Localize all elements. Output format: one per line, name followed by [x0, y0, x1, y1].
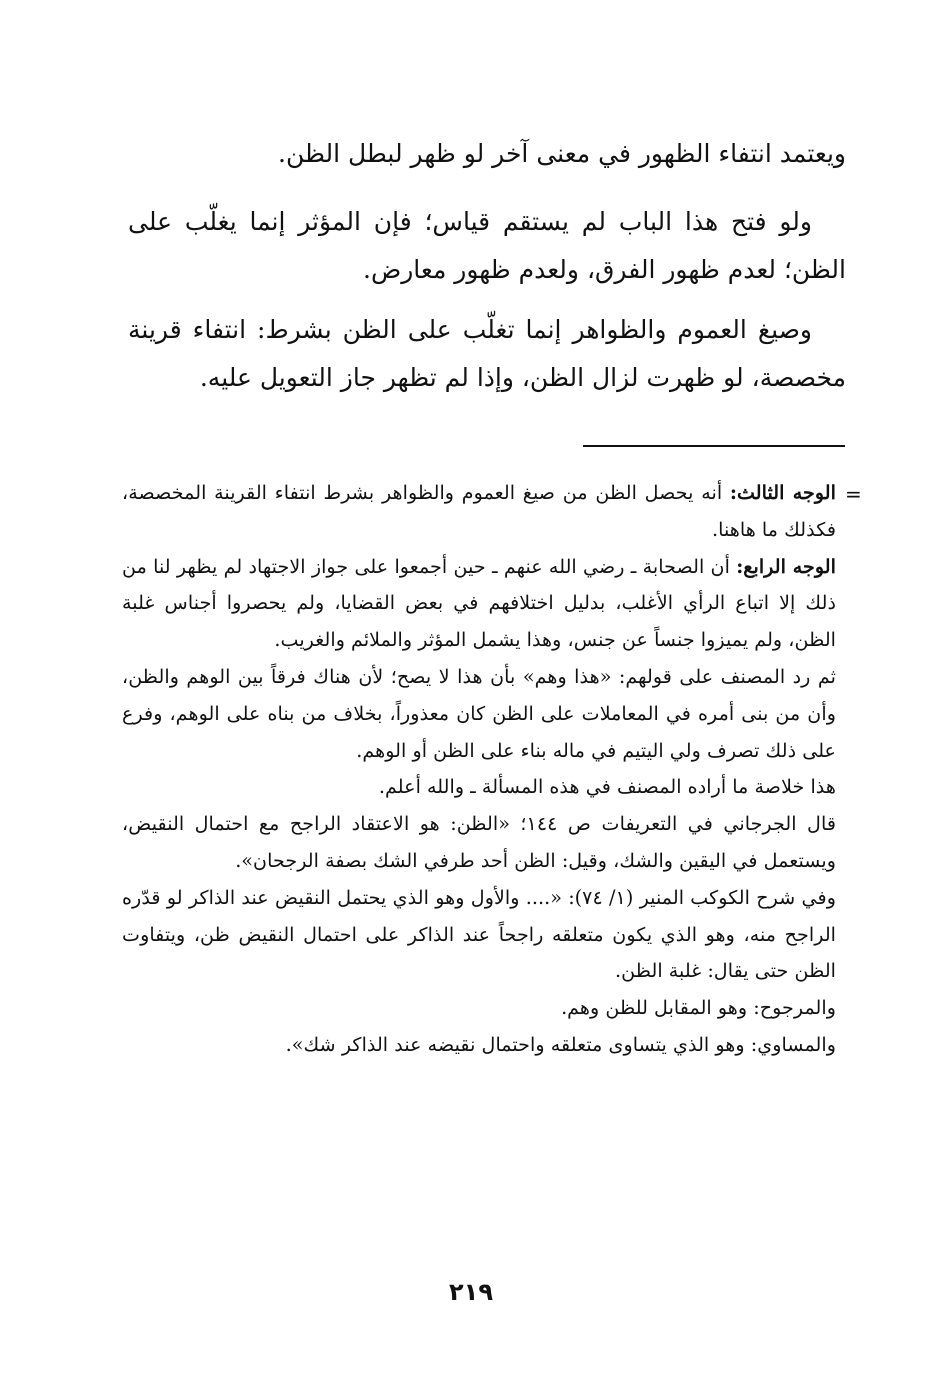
footnote-wajh-4-lead: الوجه الرابع:: [736, 554, 836, 578]
footnote-wajh-3-lead: الوجه الثالث:: [729, 481, 836, 504]
main-paragraph-3-text: وصيغ العموم والظواهر إنما تغلّب على الظن بشرط: انتفاء قرينة مخصصة، لو ظهرت لزال الظن، وإذا لم تظهر جاز التعويل عليه.: [128, 315, 846, 392]
footnote-marjuh: والمرجوح: وهو المقابل للظن وهم.: [561, 996, 836, 1020]
main-paragraph-1-text: ويعتمد انتفاء الظهور في معنى آخر لو ظهر لبطل الظن.: [278, 139, 846, 168]
footnote-radd: ثم رد المصنف على قولهم: «هذا وهم» بأن هذا لا يصح؛ لأن هناك فرقاً بين الوهم والظن، وأن من بنى أمره في المعاملات على الظن كان معذوراً، بخلاف من بناه على الوهم، وفرع على ذلك تصرف ولي اليتيم في ماله بناء على الظن أو الوهم.: [122, 664, 836, 762]
footnote-wajh-4-text: أن الصحابة ـ رضي الله عنهم ـ حين أجمعوا على جواز الاجتهاد لم يظهر لنا من ذلك إلا اتباع الرأي الأغلب، بدليل اختلافهم في بعض القضايا، ولم يحصروا أجناس غلبة الظن، ولم يميزوا جنساً عن جنس، وهذا يشمل المؤثر والملائم والغريب.: [122, 554, 836, 652]
footnote-jurjani: قال الجرجاني في التعريفات ص ١٤٤؛ «الظن: هو الاعتقاد الراجح مع احتمال النقيض، ويستعمل في اليقين والشك، وقيل: الظن أحد طرفي الشك بصفة الرجحان».: [122, 812, 836, 872]
footnote-separator: [583, 445, 845, 447]
footnote-khulasa: هذا خلاصة ما أراده المصنف في هذه المسألة ـ والله أعلم.: [378, 775, 836, 799]
footnote-wajh-3: [122, 475, 836, 549]
main-paragraph-2-text: ولو فتح هذا الباب لم يستقم قياس؛ فإن المؤثر إنما يغلّب على الظن؛ لعدم ظهور الفرق، ولعدم ظهور معارض.: [128, 207, 846, 284]
main-paragraph-1: [128, 130, 846, 178]
footnote-continuation-mark: =: [845, 482, 862, 506]
footnote-kawkab: وفي شرح الكوكب المنير (١/ ٧٤): «.... والأول وهو الذي يحتمل النقيض عند الذاكر لو قدّره الراجح منه، وهو الذي يكون متعلقه راجحاً عند الذاكر على احتمال النقيض ظن، ويتفاوت الظن حتى يقال: غلبة الظن.: [122, 885, 836, 983]
page-number: ٢١٩: [449, 1278, 493, 1306]
footnote-wajh-3-text: أنه يحصل الظن من صيغ العموم والظواهر بشرط انتفاء القرينة المخصصة، فكذلك ما هاهنا.: [122, 481, 836, 541]
main-paragraph-3: [128, 306, 846, 402]
main-paragraph-2: [128, 198, 846, 294]
footnotes-section: [122, 475, 836, 1064]
footnote-wajh-4: [122, 549, 836, 659]
footnote-musawi: والمساوي: وهو الذي يتساوى متعلقه واحتمال نقيضه عند الذاكر شك».: [285, 1032, 836, 1056]
